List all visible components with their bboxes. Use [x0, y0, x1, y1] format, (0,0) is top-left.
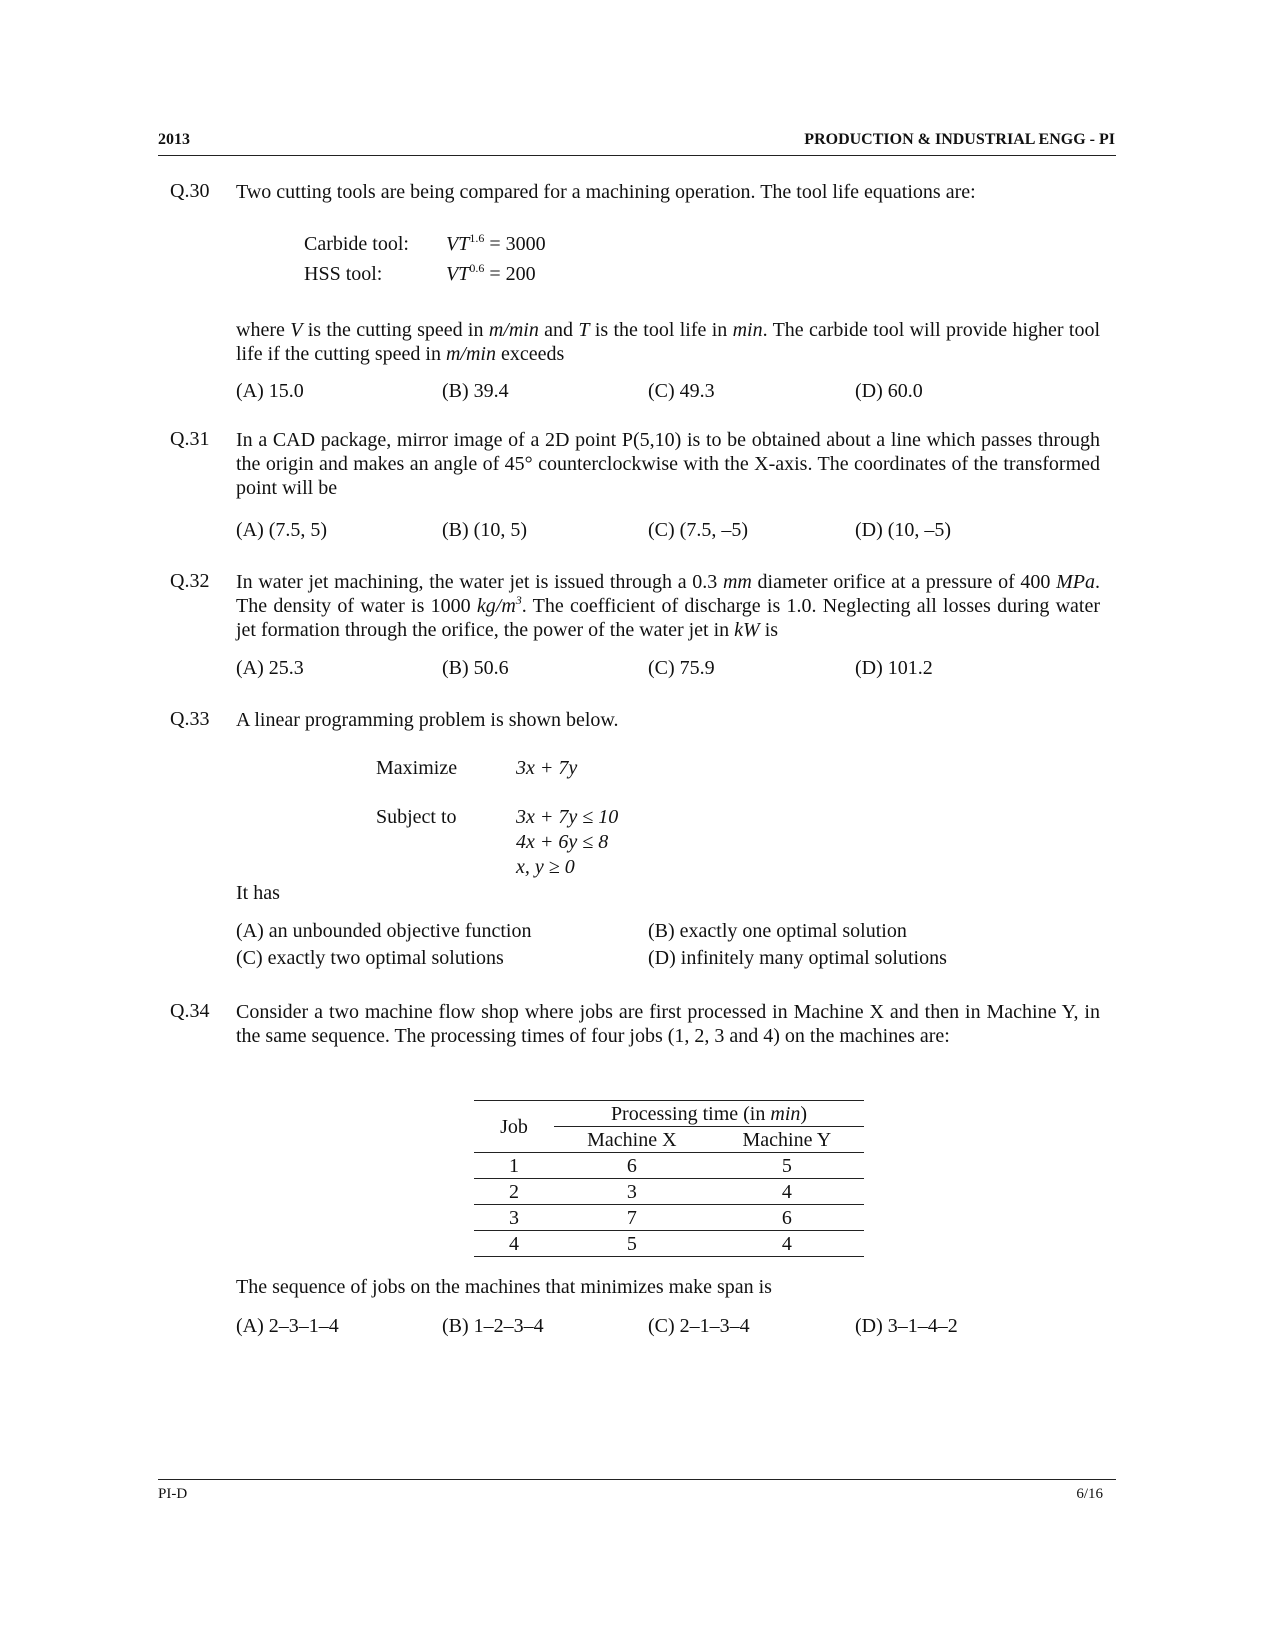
constraint-1: 3x + 7y ≤ 10 [516, 806, 619, 828]
option-d: (D) infinitely many optimal solutions [648, 947, 947, 969]
table-cell: 3 [474, 1205, 554, 1231]
table-cell: 3 [554, 1179, 710, 1205]
table-row [474, 1205, 864, 1231]
option-a: (A) an unbounded objective function [236, 920, 532, 942]
option-d: (D) (10, –5) [855, 519, 952, 541]
option-c: (C) 49.3 [648, 380, 715, 402]
constraint-2: 4x + 6y ≤ 8 [516, 831, 609, 853]
table-cell: 6 [710, 1205, 864, 1231]
header-rule [158, 155, 1116, 156]
maximize-label: Maximize [376, 757, 458, 779]
header-year: 2013 [158, 131, 190, 148]
table-row [474, 1231, 864, 1257]
footer-rule [158, 1479, 1116, 1480]
equation-label-hss: HSS tool: [304, 263, 383, 285]
it-has-text: It has [236, 882, 280, 904]
table-cell: 5 [554, 1231, 710, 1257]
machine-y-header: Machine Y [710, 1127, 864, 1153]
table-cell: 4 [710, 1231, 864, 1257]
table-cell: 6 [554, 1153, 710, 1179]
option-c: (C) exactly two optimal solutions [236, 947, 504, 969]
option-c: (C) 2–1–3–4 [648, 1315, 750, 1337]
question-number: Q.34 [170, 1000, 210, 1022]
option-a: (A) (7.5, 5) [236, 519, 328, 541]
table-header-row [474, 1101, 864, 1127]
equation-carbide: $VT^{1.6} = 3000$ [446, 231, 546, 255]
question-number: Q.33 [170, 708, 210, 730]
question-number: Q.31 [170, 428, 210, 450]
processing-time-table [474, 1100, 864, 1257]
table-cell: 2 [474, 1179, 554, 1205]
option-d: (D) 101.2 [855, 657, 933, 679]
question-number: Q.30 [170, 180, 210, 202]
option-a: (A) 25.3 [236, 657, 304, 679]
header-subject: PRODUCTION & INDUSTRIAL ENGG - PI [804, 131, 1115, 148]
question-stem: In a CAD package, mirror image of a 2D point P(5,10) is to be obtained about a line which passes through the origin and makes an angle of 45° counterclockwise with the X-axis. The coordinates of the transformed point will be [236, 429, 1100, 499]
question-stem: In water jet machining, the water jet is issued through a 0.3 mm diameter orifice at a pressure of 400 MPa. The density of water is 1000 $kg/m^3$. The coefficient of discharge is 1.0. Neglecting all losses during water jet formation through the orifice, the power of the water jet in kW is [236, 571, 1101, 641]
option-a: (A) 15.0 [236, 380, 304, 402]
option-b: (B) (10, 5) [442, 519, 527, 541]
equation-hss: $VT^{0.6} = 200$ [446, 261, 536, 285]
objective-function: 3x + 7y [516, 757, 578, 779]
option-b: (B) 1–2–3–4 [442, 1315, 544, 1337]
table-row [474, 1179, 864, 1205]
option-d: (D) 3–1–4–2 [855, 1315, 958, 1337]
option-d: (D) 60.0 [855, 380, 923, 402]
group-header: Processing time (in min) [554, 1101, 864, 1127]
question-stem: Consider a two machine flow shop where jobs are first processed in Machine X and then in Machine Y, in the same sequence. The processing times of four jobs (1, 2, 3 and 4) on the machines are: [236, 1001, 1100, 1047]
question-stem: A linear programming problem is shown below. [236, 709, 619, 731]
table-row [474, 1153, 864, 1179]
table-cell: 4 [710, 1179, 864, 1205]
table-cell: 5 [710, 1153, 864, 1179]
footer-code: PI-D [158, 1486, 188, 1502]
subject-to-label: Subject to [376, 806, 457, 828]
question-text: where V is the cutting speed in m/min and T is the tool life in min. The carbide tool will provide higher tool life if the cutting speed in m/min exceeds [236, 319, 1101, 365]
question-number: Q.32 [170, 570, 210, 592]
question-stem: Two cutting tools are being compared for a machining operation. The tool life equations are: [236, 181, 976, 203]
constraint-3: x, y ≥ 0 [516, 856, 575, 878]
question-tail: The sequence of jobs on the machines that minimizes make span is [236, 1276, 772, 1298]
footer-page-number: 6/16 [1076, 1486, 1103, 1502]
table-cell: 7 [554, 1205, 710, 1231]
job-header: Job [474, 1101, 554, 1153]
option-c: (C) (7.5, –5) [648, 519, 748, 541]
option-b: (B) 39.4 [442, 380, 509, 402]
option-b: (B) exactly one optimal solution [648, 920, 907, 942]
option-a: (A) 2–3–1–4 [236, 1315, 339, 1337]
table-cell: 1 [474, 1153, 554, 1179]
table-cell: 4 [474, 1231, 554, 1257]
equation-label-carbide: Carbide tool: [304, 233, 409, 255]
option-c: (C) 75.9 [648, 657, 715, 679]
option-b: (B) 50.6 [442, 657, 509, 679]
machine-x-header: Machine X [554, 1127, 710, 1153]
